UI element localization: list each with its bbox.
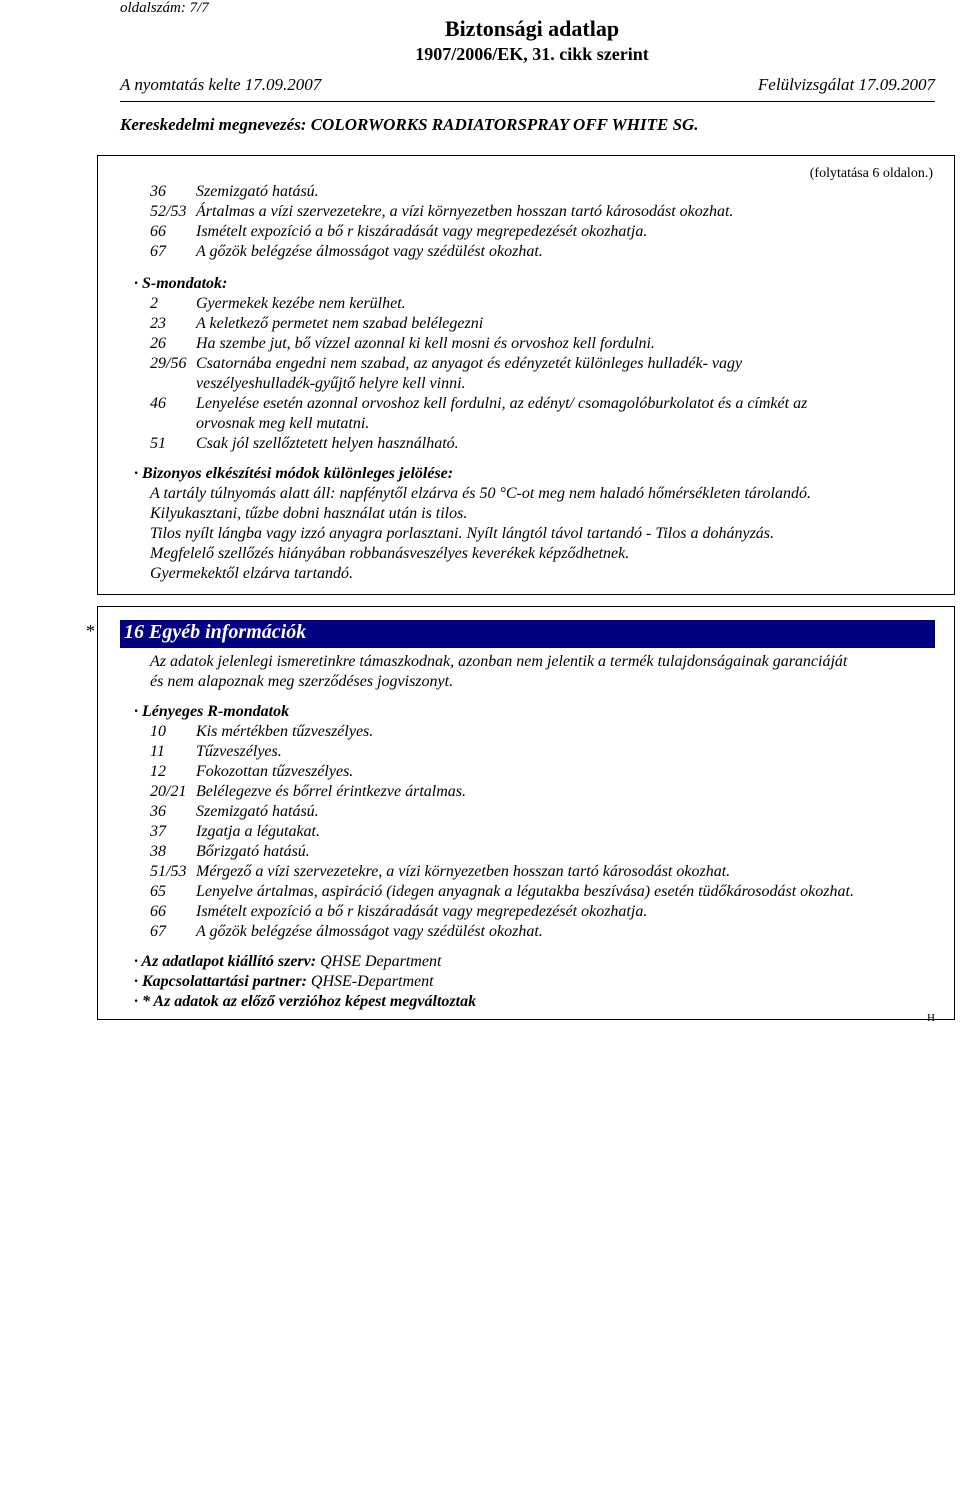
issuer-row — [134, 952, 441, 972]
special-marking-line: Megfelelő szellőzés hiányában robbanásveszélyes keverékek képződhetnek. — [150, 545, 630, 562]
contact-value: QHSE-Department — [310, 973, 434, 990]
trade-name: Kereskedelmi megnevezés: COLORWORKS RADIATORSPRAY OFF WHITE SG. — [120, 115, 699, 134]
print-date: A nyomtatás kelte 17.09.2007 — [120, 75, 322, 94]
contact-row — [134, 972, 434, 992]
s-phrase-row: 23 A keletkező permetet nem szabad belélegezni — [150, 315, 484, 332]
special-marking-line: Tilos nyílt lángba vagy izzó anyagra porlasztani. Nyílt lángtól távol tartandó - Tilos a dohányzás. — [150, 525, 775, 542]
r-phrases-heading: · Lényeges R-mondatok — [134, 703, 290, 720]
r-phrase-row: 20/21 Belélegezve és bőrrel érintkezve ártalmas. — [150, 783, 466, 800]
section-16-header — [120, 620, 935, 648]
r-phrase-row: 66 Ismételt expozíció a bő r kiszáradását vagy megrepedezését okozhatja. — [150, 903, 648, 920]
continuation-note: (folytatása 6 oldalon.) — [809, 166, 933, 181]
contact-label: · Kapcsolattartási partner: — [134, 973, 307, 990]
s-phrase-continuation: orvosnak meg kell mutatni. — [196, 415, 370, 432]
changes-note: · * Az adatok az előző verzióhoz képest megváltoztak — [134, 993, 477, 1010]
s-phrases-heading: · S-mondatok: — [134, 275, 228, 292]
s-phrase-row: 29/56 Csatornába engedni nem szabad, az anyagot és edényzetét különleges hulladék- vagy — [150, 355, 743, 372]
r-phrase-row: 36 Szemizgató hatású. — [150, 803, 319, 820]
r-phrase-row: 67 A gőzök belégzése álmosságot vagy szédülést okozhat. — [150, 243, 543, 260]
review-date: Felülvizsgálat 17.09.2007 — [757, 75, 935, 94]
r-phrase-row: 65 Lenyelve ártalmas, aspiráció (idegen anyagnak a légutakba beszívása) esetén tüdőkárosodást okozhat. — [150, 883, 854, 900]
r-phrase-row: 12 Fokozottan tűzveszélyes. — [150, 763, 354, 780]
s-phrase-row: 46 Lenyelése esetén azonnal orvoshoz kell fordulni, az edényt/ csomagolóburkolatot és a címkét az — [150, 395, 808, 412]
r-phrase-row: 10 Kis mértékben tűzveszélyes. — [150, 723, 374, 740]
section-16-title: 16 Egyéb információk — [124, 621, 307, 643]
document-title: Biztonsági adatlap — [444, 16, 620, 41]
r-phrase-row: 36 Szemizgató hatású. — [150, 183, 319, 200]
special-marking-line: Kilyukasztani, tűzbe dobni használat után is tilos. — [150, 505, 468, 522]
r-phrase-row: 38 Bőrizgató hatású. — [150, 843, 310, 860]
r-phrase-row: 67 A gőzök belégzése álmosságot vagy szédülést okozhat. — [150, 923, 543, 940]
document-subtitle: 1907/2006/EK, 31. cikk szerint — [415, 44, 649, 64]
special-marking-line: Gyermekektől elzárva tartandó. — [150, 565, 354, 582]
r-phrase-row: 52/53 Ártalmas a vízi szervezetekre, a vízi környezetben hosszan tartó károsodást okozhat. — [150, 203, 734, 220]
section-16-intro: és nem alapoznak meg szerződéses jogviszonyt. — [150, 673, 454, 690]
r-phrase-row: 66 Ismételt expozíció a bő r kiszáradását vagy megrepedezését okozhatja. — [150, 223, 648, 240]
page-number: oldalszám: 7/7 — [120, 0, 209, 16]
header-divider — [120, 101, 935, 102]
r-phrase-row: 51/53 Mérgező a vízi szervezetekre, a vízi környezetben hosszan tartó károsodást okozhat. — [150, 863, 731, 880]
s-phrase-row: 51 Csak jól szellőztetett helyen használható. — [150, 435, 459, 452]
section-16-intro: Az adatok jelenlegi ismeretinkre támaszkodnak, azonban nem jelentik a termék tulajdonságainak garanciáját — [150, 653, 848, 670]
s-phrase-row: 2 Gyermekek kezébe nem kerülhet. — [150, 295, 406, 312]
r-phrase-row: 11 Tűzveszélyes. — [150, 743, 282, 760]
issuer-label: · Az adatlapot kiállító szerv: — [134, 953, 317, 970]
special-marking-line: A tartály túlnyomás alatt áll: napfénytől elzárva és 50 °C-ot meg nem haladó hőmérsékleten tárolandó. — [150, 485, 811, 502]
special-marking-heading: · Bizonyos elkészítési módok különleges jelölése: — [134, 465, 454, 482]
r-phrase-row: 37 Izgatja a légutakat. — [150, 823, 320, 840]
s-phrase-continuation: veszélyeshulladék-gyűjtő helyre kell vinni. — [196, 375, 466, 392]
changed-marker: * — [86, 621, 95, 641]
s-phrase-row: 26 Ha szembe jut, bő vízzel azonnal ki kell mosni és orvoshoz kell fordulni. — [150, 335, 655, 352]
issuer-value: QHSE Department — [320, 953, 442, 970]
footer-mark: H — [927, 1012, 935, 1024]
